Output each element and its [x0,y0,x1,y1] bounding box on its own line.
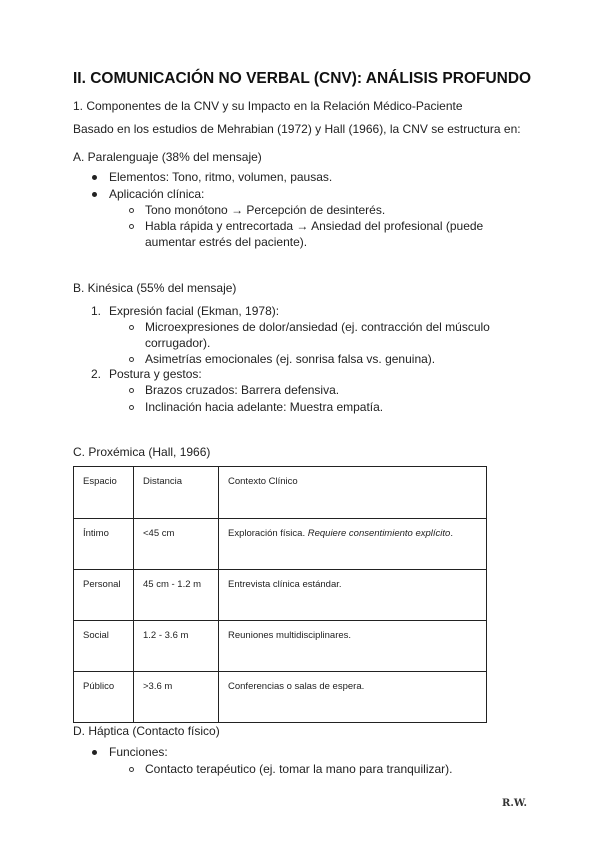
section-a-title: A. Paralenguaje (38% del mensaje) [73,150,262,164]
table-row [74,519,487,570]
bullet-icon [92,192,97,197]
author-signature: R.W. [502,798,527,809]
section-b-sub-micro-line2: corrugador). [145,336,211,350]
section-b-item-postura: Postura y gestos: [109,367,202,381]
section-a-bullet-aplicacion: Aplicación clínica: [109,187,205,201]
table-row [74,672,487,723]
circle-bullet-icon [129,224,134,229]
table-cell: Personal [74,570,134,621]
table-row [74,621,487,672]
table-cell: Conferencias o salas de espera. [219,672,487,723]
section-a-bullet-elementos: Elementos: Tono, ritmo, volumen, pausas. [109,170,333,184]
table-header-cell: Distancia [134,467,219,519]
cell-text-italic: Requiere consentimiento explícito [307,528,451,539]
list-number: 1. [91,304,102,318]
page-title: II. COMUNICACIÓN NO VERBAL (CNV): ANÁLISIS PROFUNDO [73,70,532,87]
table-cell: 45 cm - 1.2 m [134,570,219,621]
section-b-sub-inclinacion: Inclinación hacia adelante: Muestra empatía. [145,400,384,414]
cell-text: . [450,528,453,539]
section-b-item-expresion: Expresión facial (Ekman, 1978): [109,304,280,318]
intro-paragraph: Basado en los estudios de Mehrabian (1972) y Hall (1966), la CNV se estructura en: [73,122,521,136]
circle-bullet-icon [129,388,134,393]
bullet-icon [92,175,97,180]
section-b-sub-micro-line1: Microexpresiones de dolor/ansiedad (ej. contracción del músculo [145,320,490,334]
table-header-row [74,467,487,519]
section-b-sub-brazos: Brazos cruzados: Barrera defensiva. [145,383,340,397]
list-number: 2. [91,367,102,381]
section-a-sub-tono: Tono monótono → Percepción de desinterés. [145,203,386,217]
section-c-title: C. Proxémica (Hall, 1966) [73,445,211,459]
section-b-sub-asimetrias: Asimetrías emocionales (ej. sonrisa falsa vs. genuina). [145,352,436,366]
section-d-sub-contacto: Contacto terapéutico (ej. tomar la mano para tranquilizar). [145,762,453,776]
table-header-cell: Espacio [74,467,134,519]
section-b-title: B. Kinésica (55% del mensaje) [73,281,237,295]
section-a-sub-habla-line1: Habla rápida y entrecortada → Ansiedad del profesional (puede [145,219,484,233]
table-cell: Íntimo [74,519,134,570]
circle-bullet-icon [129,405,134,410]
subheading: 1. Componentes de la CNV y su Impacto en la Relación Médico-Paciente [73,99,463,113]
circle-bullet-icon [129,357,134,362]
table-row [74,570,487,621]
section-d-bullet-funciones: Funciones: [109,745,168,759]
proxemics-table [73,466,487,723]
table-cell: >3.6 m [134,672,219,723]
bullet-icon [92,750,97,755]
circle-bullet-icon [129,767,134,772]
section-a-sub-habla-line2: aumentar estrés del paciente). [145,235,308,249]
circle-bullet-icon [129,208,134,213]
cell-text: Exploración física. [228,528,308,539]
table-cell: Entrevista clínica estándar. [219,570,487,621]
table-cell: Reuniones multidisciplinares. [219,621,487,672]
table-header-cell: Contexto Clínico [219,467,487,519]
table-cell: Público [74,672,134,723]
table-cell [219,519,487,570]
table-cell: <45 cm [134,519,219,570]
section-d-title: D. Háptica (Contacto físico) [73,724,220,738]
table-cell: 1.2 - 3.6 m [134,621,219,672]
table-cell: Social [74,621,134,672]
circle-bullet-icon [129,325,134,330]
